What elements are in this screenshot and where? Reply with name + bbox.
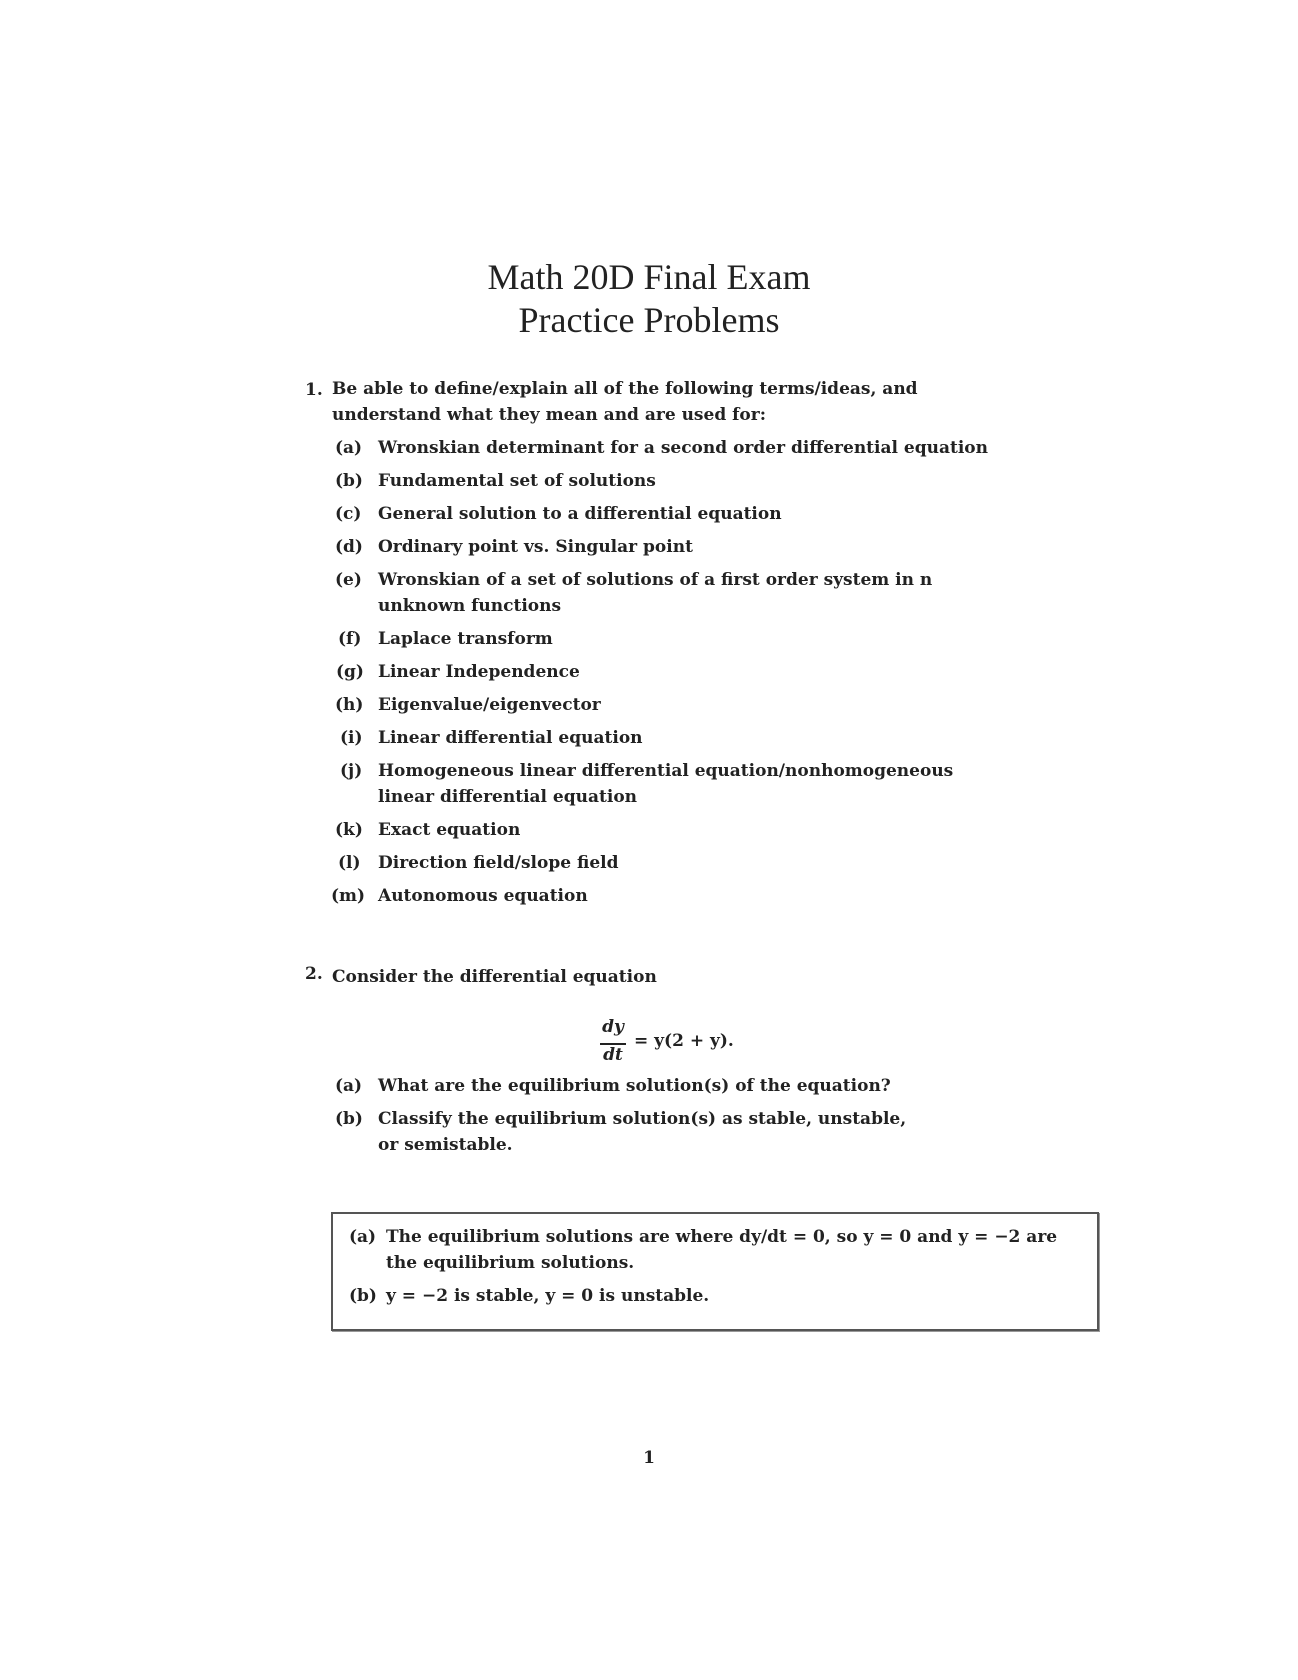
item-text: Eigenvalue/eigenvector	[378, 695, 601, 715]
item-label: (e)	[335, 570, 362, 590]
item-label: (f)	[338, 629, 362, 649]
item-label: (a)	[335, 1076, 363, 1096]
item-text: Direction field/slope field	[378, 853, 619, 873]
page-title: Math 20D Final Exam	[487, 257, 811, 297]
item-text: Fundamental set of solutions	[378, 471, 656, 491]
answer-text: y = −2 is stable, y = 0 is unstable.	[386, 1286, 710, 1306]
item-label: (b)	[335, 471, 363, 491]
page-number: 1	[643, 1448, 655, 1468]
item-text: What are the equilibrium solution(s) of the equation?	[378, 1076, 891, 1096]
equation-rhs: = y(2 + y).	[634, 1031, 734, 1051]
answer-label: (b)	[349, 1286, 377, 1306]
item-text: Ordinary point vs. Singular point	[378, 537, 693, 557]
item-label: (l)	[338, 853, 361, 873]
problem-number: 2.	[305, 964, 323, 984]
item-text: Autonomous equation	[378, 886, 588, 906]
page-subtitle: Practice Problems	[518, 300, 780, 340]
item-label: (c)	[335, 504, 362, 524]
item-text: Classify the equilibrium solution(s) as stable, unstable, or semistable.	[378, 1109, 907, 1155]
fraction-denominator: dt	[603, 1045, 623, 1065]
answer-text: The equilibrium solutions are where dy/dt = 0, so y = 0 and y = −2 are the equilibrium solutions.	[386, 1227, 1058, 1273]
fraction-numerator: dy	[602, 1017, 624, 1037]
item-text: Laplace transform	[378, 629, 553, 649]
item-text: Exact equation	[378, 820, 521, 840]
item-text: Linear Independence	[378, 662, 580, 682]
item-label: (m)	[331, 886, 366, 906]
item-label: (g)	[336, 662, 364, 682]
answer-label: (a)	[349, 1227, 377, 1247]
item-text: Linear differential equation	[378, 728, 643, 748]
item-label: (d)	[335, 537, 363, 557]
item-text: Homogeneous linear differential equation/nonhomogeneous linear differential equation	[378, 761, 954, 807]
item-label: (b)	[335, 1109, 363, 1129]
item-text: General solution to a differential equation	[378, 504, 782, 524]
problem-text: Consider the differential equation	[332, 967, 657, 987]
item-label: (j)	[340, 761, 363, 781]
answer-box	[331, 1212, 1099, 1331]
problem-text: Be able to define/explain all of the following terms/ideas, and understand what they mean and are used for:	[332, 379, 918, 425]
item-label: (h)	[335, 695, 364, 715]
item-label: (i)	[340, 728, 363, 748]
item-text: Wronskian of a set of solutions of a first order system in n unknown functions	[378, 570, 933, 616]
item-text: Wronskian determinant for a second order differential equation	[378, 438, 988, 458]
problem-number: 1.	[305, 380, 323, 400]
item-label: (k)	[335, 820, 363, 840]
item-label: (a)	[335, 438, 363, 458]
